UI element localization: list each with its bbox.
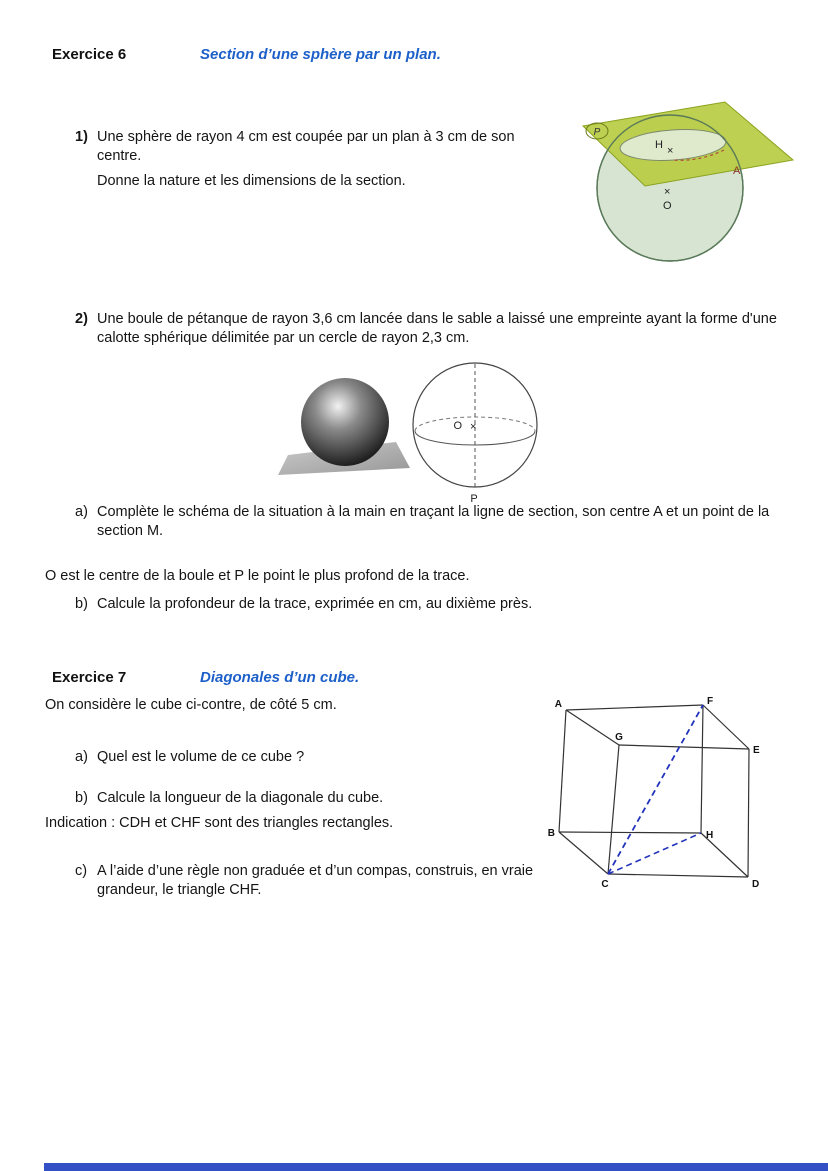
ex6-question-1 (75, 128, 545, 167)
exercise6-title: Section d’une sphère par un plan. (200, 46, 441, 63)
cube-diagonal-CF (608, 705, 703, 874)
cube-edge-FE (703, 705, 749, 749)
question-number: b) (75, 596, 88, 612)
ex6-question-1-subtext: Donne la nature et les dimensions de la section. (97, 173, 406, 189)
question-number: 2) (75, 311, 88, 327)
cube-edge-FH (701, 705, 703, 833)
petanque-ball (301, 378, 389, 466)
exercise7-title: Diagonales d’un cube. (200, 669, 360, 686)
plane-label: P (593, 127, 601, 138)
center-O-label: O (453, 420, 462, 432)
exercise6-label: Exercice 6 (52, 46, 127, 63)
vertex-G-label: G (615, 732, 623, 743)
question-text: Complète le schéma de la situation à la main en traçant la ligne de section, son centre A et un point de la section M. (97, 504, 770, 540)
point-H-cross: × (667, 145, 674, 157)
vertex-F-label: F (707, 696, 714, 707)
question-text: Une boule de pétanque de rayon 3,6 cm lancée dans le sable a laissé une empreinte ayant la forme d'une calotte sphérique délimitée par un cercle de rayon 2,3 cm. (97, 311, 777, 347)
ex7-question-a (75, 748, 545, 767)
cube-edge-AG (566, 710, 619, 745)
cube-edge-GE (619, 745, 749, 749)
question-number: a) (75, 749, 88, 765)
ex6-question-a (75, 503, 805, 542)
question-text: Calcule la longueur de la diagonale du cube. (97, 790, 384, 806)
point-P-label: P (470, 493, 478, 505)
vertex-B-label: B (548, 828, 555, 839)
cube-edge-DC (608, 874, 748, 877)
vertex-D-label: D (752, 879, 760, 890)
cube-figure (548, 696, 763, 894)
sphere-plane-figure (575, 98, 795, 266)
question-text: Calcule la profondeur de la trace, exprimée en cm, au dixième près. (97, 596, 533, 612)
cube-edge-ED (748, 749, 749, 877)
cube-edge-BC (559, 832, 608, 874)
ex6-question-b (75, 595, 775, 614)
exercise7-label: Exercice 7 (52, 669, 127, 686)
question-text: Quel est le volume de ce cube ? (97, 749, 305, 765)
question-number: b) (75, 790, 88, 806)
ex7-indication: Indication : CDH et CHF sont des triangles rectangles. (45, 815, 394, 831)
vertex-H-label: H (706, 830, 714, 841)
point-H-label: H (655, 139, 663, 151)
vertex-A-label: A (554, 699, 562, 710)
question-number: 1) (75, 129, 88, 145)
point-A-label: A (733, 165, 741, 177)
question-text: Une sphère de rayon 4 cm est coupée par un plan à 3 cm de son centre. (97, 129, 515, 165)
question-text: A l’aide d’une règle non graduée et d’un compas, construis, en vraie grandeur, le triangle CHF. (97, 863, 534, 899)
ex7-question-b (75, 789, 545, 808)
cube-edge-CG (608, 745, 619, 874)
cube-edge-BA (559, 710, 566, 832)
question-number: a) (75, 504, 88, 520)
vertex-E-label: E (753, 745, 760, 756)
cube-edge-AF (566, 705, 703, 710)
ex7-question-c (75, 862, 545, 901)
ex6-question-2 (75, 310, 795, 349)
question-number: c) (75, 863, 88, 879)
page-bottom-bar (44, 1163, 828, 1171)
cube-diagonal-CH (608, 833, 701, 874)
ex6-note: O est le centre de la boule et P le point le plus profond de la trace. (45, 568, 470, 584)
ex7-intro: On considère le cube ci-contre, de côté 5 cm. (45, 697, 337, 713)
point-O-cross: × (664, 186, 671, 198)
vertex-C-label: C (601, 879, 609, 890)
cube-edge-HB (559, 832, 701, 833)
petanque-figure (278, 360, 548, 508)
point-O-label: O (663, 200, 672, 212)
center-O-cross: × (470, 421, 477, 433)
